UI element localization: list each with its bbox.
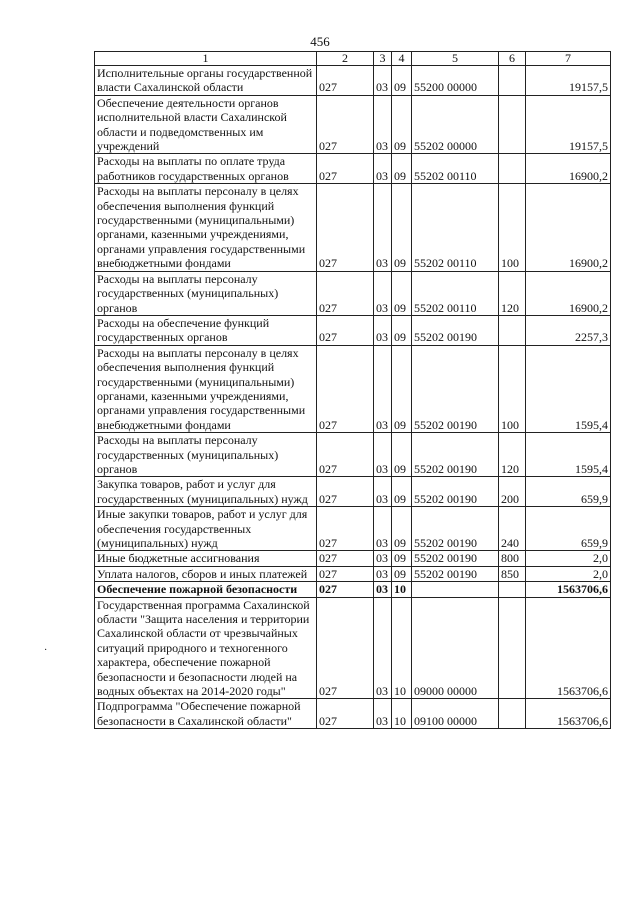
row-c6-cell: 120 — [499, 433, 526, 477]
row-c4-cell: 09 — [392, 507, 412, 551]
row-c2-cell: 027 — [317, 477, 374, 507]
row-c2-cell: 027 — [317, 433, 374, 477]
row-name-cell: Расходы на выплаты персоналу в целях обеспечения выполнения функций государственными (муниципальными) органами, казенными учреждениями, органами управления государственными внебюджетными фондами — [95, 184, 317, 271]
header-cell: 4 — [392, 52, 412, 66]
row-c5-cell: 09000 00000 — [412, 597, 499, 699]
row-c7-cell: 2257,3 — [526, 315, 611, 345]
row-c3-cell: 03 — [374, 95, 392, 154]
row-c3-cell: 03 — [374, 699, 392, 729]
row-c5-cell: 09100 00000 — [412, 699, 499, 729]
table-row — [95, 551, 611, 566]
row-c3-cell: 03 — [374, 433, 392, 477]
row-c6-cell: 100 — [499, 345, 526, 432]
row-c3-cell: 03 — [374, 597, 392, 699]
row-c4-cell: 09 — [392, 66, 412, 96]
row-c4-cell: 09 — [392, 433, 412, 477]
row-c2-cell: 027 — [317, 95, 374, 154]
row-c7-cell: 1595,4 — [526, 345, 611, 432]
table-row — [95, 477, 611, 507]
row-c4-cell: 09 — [392, 95, 412, 154]
row-c7-cell: 1563706,6 — [526, 699, 611, 729]
header-cell: 1 — [95, 52, 317, 66]
row-c3-cell: 03 — [374, 582, 392, 597]
table-row — [95, 345, 611, 432]
row-c7-cell: 16900,2 — [526, 271, 611, 315]
row-c3-cell: 03 — [374, 477, 392, 507]
row-c5-cell: 55202 00190 — [412, 345, 499, 432]
row-c3-cell: 03 — [374, 315, 392, 345]
row-c5-cell: 55202 00190 — [412, 566, 499, 581]
row-c4-cell: 09 — [392, 345, 412, 432]
row-name-cell: Подпрограмма "Обеспечение пожарной безопасности в Сахалинской области" — [95, 699, 317, 729]
row-c3-cell: 03 — [374, 507, 392, 551]
row-c2-cell: 027 — [317, 345, 374, 432]
scan-dot: · — [44, 645, 48, 656]
row-c4-cell: 09 — [392, 566, 412, 581]
table-row — [95, 566, 611, 581]
row-c7-cell: 659,9 — [526, 477, 611, 507]
row-c2-cell: 027 — [317, 315, 374, 345]
row-c2-cell: 027 — [317, 271, 374, 315]
row-name-cell: Расходы на выплаты по оплате труда работников государственных органов — [95, 154, 317, 184]
row-c6-cell — [499, 597, 526, 699]
row-c6-cell: 240 — [499, 507, 526, 551]
row-name-cell: Уплата налогов, сборов и иных платежей — [95, 566, 317, 581]
row-c3-cell: 03 — [374, 345, 392, 432]
row-name-cell: Расходы на выплаты персоналу государственных (муниципальных) органов — [95, 271, 317, 315]
row-c7-cell: 2,0 — [526, 566, 611, 581]
row-name-cell: Исполнительные органы государственной власти Сахалинской области — [95, 66, 317, 96]
row-c6-cell — [499, 154, 526, 184]
header-cell: 2 — [317, 52, 374, 66]
row-c3-cell: 03 — [374, 66, 392, 96]
row-c7-cell: 2,0 — [526, 551, 611, 566]
row-c3-cell: 03 — [374, 184, 392, 271]
row-name-cell: Государственная программа Сахалинской области "Защита населения и территории Сахалинской области от чрезвычайных ситуаций природного и техногенного характера, обеспечение пожарной безопасности и безопасности людей на водных объектах на 2014-2020 годы" — [95, 597, 317, 699]
header-cell: 3 — [374, 52, 392, 66]
header-cell: 6 — [499, 52, 526, 66]
header-cell: 7 — [526, 52, 611, 66]
row-c5-cell: 55202 00000 — [412, 95, 499, 154]
row-c5-cell: 55200 00000 — [412, 66, 499, 96]
table-row — [95, 184, 611, 271]
row-c2-cell: 027 — [317, 507, 374, 551]
row-c6-cell: 120 — [499, 271, 526, 315]
row-c3-cell: 03 — [374, 154, 392, 184]
row-name-cell: Иные бюджетные ассигнования — [95, 551, 317, 566]
row-c6-cell: 800 — [499, 551, 526, 566]
row-c5-cell: 55202 00190 — [412, 433, 499, 477]
table-row — [95, 315, 611, 345]
row-c6-cell: 100 — [499, 184, 526, 271]
row-name-cell: Расходы на выплаты персоналу в целях обеспечения выполнения функций государственными (муниципальными) органами, казенными учреждениями, органами управления государственными внебюджетными фондами — [95, 345, 317, 432]
budget-table — [94, 51, 611, 729]
table-row — [95, 66, 611, 96]
row-c6-cell — [499, 582, 526, 597]
row-c7-cell: 16900,2 — [526, 154, 611, 184]
row-c2-cell: 027 — [317, 566, 374, 581]
row-name-cell: Расходы на выплаты персоналу государственных (муниципальных) органов — [95, 433, 317, 477]
row-c6-cell — [499, 95, 526, 154]
row-name-cell: Обеспечение пожарной безопасности — [95, 582, 317, 597]
row-c6-cell: 850 — [499, 566, 526, 581]
row-c5-cell: 55202 00190 — [412, 477, 499, 507]
row-c2-cell: 027 — [317, 699, 374, 729]
row-c7-cell: 659,9 — [526, 507, 611, 551]
header-row — [95, 52, 611, 66]
row-c6-cell — [499, 315, 526, 345]
row-c3-cell: 03 — [374, 551, 392, 566]
table-row — [95, 507, 611, 551]
row-c4-cell: 09 — [392, 551, 412, 566]
row-name-cell: Закупка товаров, работ и услуг для государственных (муниципальных) нужд — [95, 477, 317, 507]
row-c5-cell: 55202 00110 — [412, 154, 499, 184]
row-c2-cell: 027 — [317, 597, 374, 699]
row-c5-cell: 55202 00190 — [412, 551, 499, 566]
row-name-cell: Иные закупки товаров, работ и услуг для обеспечения государственных (муниципальных) нужд — [95, 507, 317, 551]
table-row — [95, 699, 611, 729]
table-row — [95, 433, 611, 477]
row-c6-cell — [499, 66, 526, 96]
row-c7-cell: 16900,2 — [526, 184, 611, 271]
row-c4-cell: 09 — [392, 154, 412, 184]
row-c4-cell: 09 — [392, 477, 412, 507]
row-c7-cell: 1563706,6 — [526, 582, 611, 597]
row-c5-cell: 55202 00110 — [412, 184, 499, 271]
row-c2-cell: 027 — [317, 551, 374, 566]
row-c6-cell — [499, 699, 526, 729]
page-number: 456 — [310, 34, 330, 49]
header-cell: 5 — [412, 52, 499, 66]
row-c4-cell: 10 — [392, 582, 412, 597]
row-c7-cell: 1563706,6 — [526, 597, 611, 699]
row-c7-cell: 19157,5 — [526, 95, 611, 154]
row-c4-cell: 09 — [392, 315, 412, 345]
row-c7-cell: 19157,5 — [526, 66, 611, 96]
table-row — [95, 582, 611, 597]
row-c5-cell: 55202 00190 — [412, 315, 499, 345]
row-c2-cell: 027 — [317, 154, 374, 184]
row-name-cell: Расходы на обеспечение функций государственных органов — [95, 315, 317, 345]
row-name-cell: Обеспечение деятельности органов исполнительной власти Сахалинской области и подведомственных им учреждений — [95, 95, 317, 154]
table-row — [95, 154, 611, 184]
row-c3-cell: 03 — [374, 566, 392, 581]
row-c3-cell: 03 — [374, 271, 392, 315]
row-c2-cell: 027 — [317, 184, 374, 271]
row-c5-cell: 55202 00110 — [412, 271, 499, 315]
row-c4-cell: 09 — [392, 184, 412, 271]
row-c6-cell: 200 — [499, 477, 526, 507]
row-c2-cell: 027 — [317, 582, 374, 597]
row-c4-cell: 09 — [392, 271, 412, 315]
row-c4-cell: 10 — [392, 597, 412, 699]
table-row — [95, 597, 611, 699]
row-c2-cell: 027 — [317, 66, 374, 96]
row-c7-cell: 1595,4 — [526, 433, 611, 477]
table-row — [95, 271, 611, 315]
row-c4-cell: 10 — [392, 699, 412, 729]
row-c5-cell — [412, 582, 499, 597]
row-c5-cell: 55202 00190 — [412, 507, 499, 551]
table-row — [95, 95, 611, 154]
